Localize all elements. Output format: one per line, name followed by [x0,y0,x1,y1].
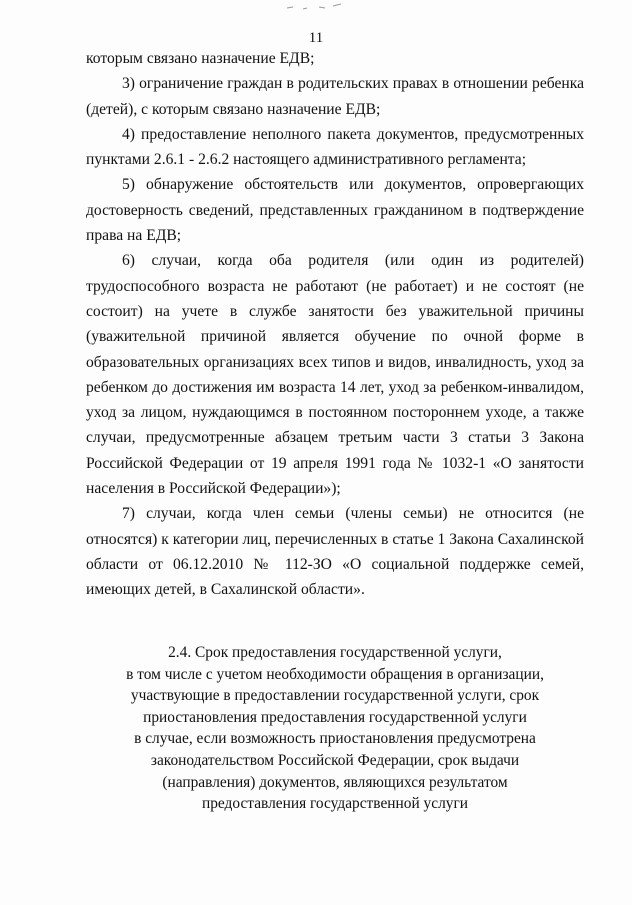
scan-artifact [285,2,345,12]
paragraph-item-3: 3) ограничение граждан в родительских правах в отношении ребенка (детей), с которым связано назначение ЕДВ; [86,75,584,118]
paragraph-item-4: 4) предоставление неполного пакета документов, предусмотренных пунктами 2.6.1 - 2.6.2 настоящего административного регламента; [86,125,584,169]
heading-line: в том числе с учетом необходимости обращения в организации, [126,665,544,683]
section-heading [86,642,584,815]
body-text [86,46,584,603]
heading-line: участвующие в предоставлении государственной услуги, срок [130,687,540,705]
page-number: 11 [308,30,324,46]
heading-line: законодательством Российской Федерации, срок выдачи [150,751,520,769]
heading-line: (направления) документов, являющихся результатом [162,773,508,791]
heading-line: предоставления государственной услуги [201,795,468,813]
heading-line: в случае, если возможность приостановления предусмотрена [134,730,536,748]
heading-line: приостановления предоставления государственной услуги [143,708,527,726]
heading-line: 2.4. Срок предоставления государственной услуги, [168,644,502,661]
paragraph-item-5: 5) обнаружение обстоятельств или документов, опровергающих достоверность сведений, представленных гражданином в подтверждение права на ЕДВ; [86,176,584,245]
paragraph-item-7: 7) случаи, когда член семьи (члены семьи) не относится (не относятся) к категории лиц, перечисленных в статье 1 Закона Сахалинской области от 06.12.2010 № 112-ЗО «О социальной поддержке семей, имеющих детей, в Сахалинской области». [86,505,584,599]
paragraph-item-6: 6) случаи, когда оба родителя (или один из родителей) трудоспособного возраста не работают (не работает) и не состоят (не состоит) на учете в службе занятости без уважительной причины (уважительной причиной является обучение по очной форме в образовательных организациях всех типов и видов, инвалидность, уход за ребенком до достижения им возраста 14 лет, уход за ребенком-инвалидом, уход за лицом, нуждающимся в постоянном постороннем уходе, а также случаи, предусмотренные абзацем третьим части 3 статьи 3 Закона Российской Федерации от 19 апреля 1991 года № 1032-1 «О занятости населения в Российской Федерации»); [86,252,584,498]
paragraph-continuation: которым связано назначение ЕДВ; [86,50,315,67]
